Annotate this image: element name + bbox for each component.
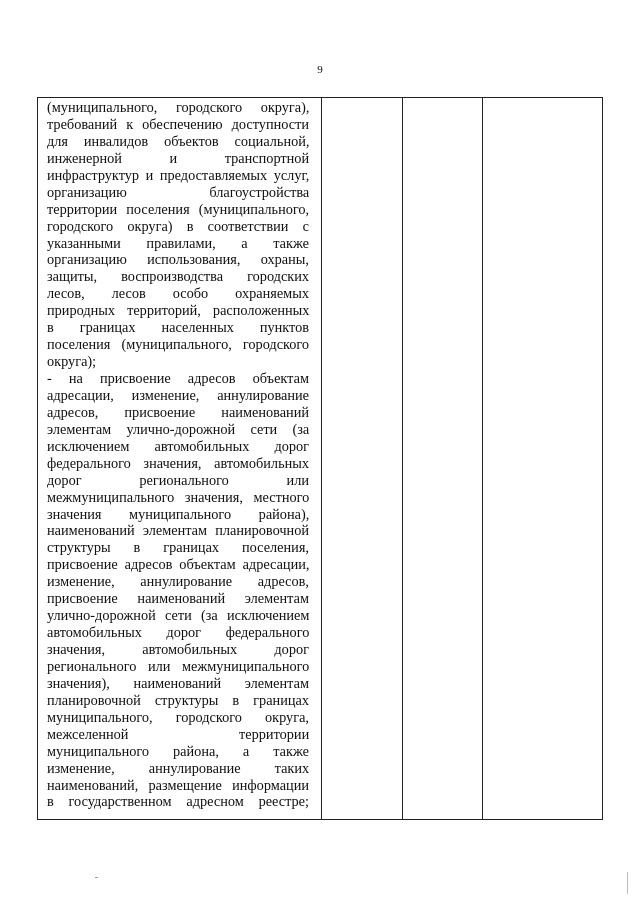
text-line: присвоение адресов объектам адресации, xyxy=(47,557,310,574)
column-divider xyxy=(402,98,403,819)
text-line: значения, автомобильных дорог xyxy=(47,642,309,658)
text-line: защиты, воспроизводства городских xyxy=(47,269,310,286)
text-line: округа); xyxy=(47,354,97,371)
text-line: дорог регионального или xyxy=(47,472,309,489)
text-line: поселения (муниципального, городского xyxy=(47,337,310,354)
text-line: для инвалидов объектов социальной, xyxy=(47,133,310,150)
text-line: элементам улично-дорожной сети (за xyxy=(47,421,310,438)
text-line: инфраструктур и предоставляемых услуг, xyxy=(47,167,310,184)
page-number: 9 xyxy=(317,64,323,76)
text-line: в государственном адресном реестре; xyxy=(47,794,309,811)
text-line: значения), наименований элементам xyxy=(47,675,309,692)
text-line: автомобильных дорог федерального xyxy=(47,625,310,642)
text-line: - на присвоение адресов объектам xyxy=(47,371,309,387)
text-line: территории поселения (муниципального, xyxy=(47,201,310,218)
text-line: адресации, изменение, аннулирование xyxy=(47,387,309,404)
text-line: федерального значения, автомобильных xyxy=(47,455,309,472)
text-line: организацию благоустройства xyxy=(47,184,310,201)
text-line: в границах населенных пунктов xyxy=(47,320,309,337)
text-line: указанными правилами, а также xyxy=(47,235,309,252)
text-line: организацию использования, охраны, xyxy=(47,252,309,269)
text-line: изменение, аннулирование таких xyxy=(47,760,310,777)
text-line: улично-дорожной сети (за исключением xyxy=(47,608,310,625)
text-line: лесов, лесов особо охраняемых xyxy=(47,286,309,303)
scan-mark xyxy=(95,877,98,878)
text-line: городского округа) в соответствии с xyxy=(47,218,309,235)
text-line: инженерной и транспортной xyxy=(47,150,310,167)
text-line: адресов, присвоение наименований xyxy=(47,404,309,421)
text-line: межмуниципального значения, местного xyxy=(47,489,310,506)
text-line: муниципального, городского округа, xyxy=(47,709,309,726)
text-line: структуры в границах поселения, xyxy=(47,540,309,557)
table-cell-text xyxy=(47,100,309,811)
text-line: значения муниципального района), xyxy=(47,506,310,523)
document-table xyxy=(37,97,603,820)
column-divider xyxy=(321,98,322,819)
column-divider xyxy=(482,98,483,819)
text-line: природных территорий, расположенных xyxy=(47,303,310,320)
text-line: муниципального района, а также xyxy=(47,743,309,760)
text-line: наименований, размещение информации xyxy=(47,777,309,794)
text-line: наименований элементам планировочной xyxy=(47,523,309,540)
text-line: изменение, аннулирование адресов, xyxy=(47,574,309,591)
text-line: требований к обеспечению доступности xyxy=(47,116,309,133)
text-line: исключением автомобильных дорог xyxy=(47,438,310,455)
text-line: межселенной территории xyxy=(47,726,310,743)
scan-mark xyxy=(627,872,628,894)
text-line: регионального или межмуниципального xyxy=(47,658,310,675)
text-line: (муниципального, городского округа), xyxy=(47,100,310,116)
text-line: планировочной структуры в границах xyxy=(47,692,309,709)
text-line: присвоение наименований элементам xyxy=(47,591,309,608)
